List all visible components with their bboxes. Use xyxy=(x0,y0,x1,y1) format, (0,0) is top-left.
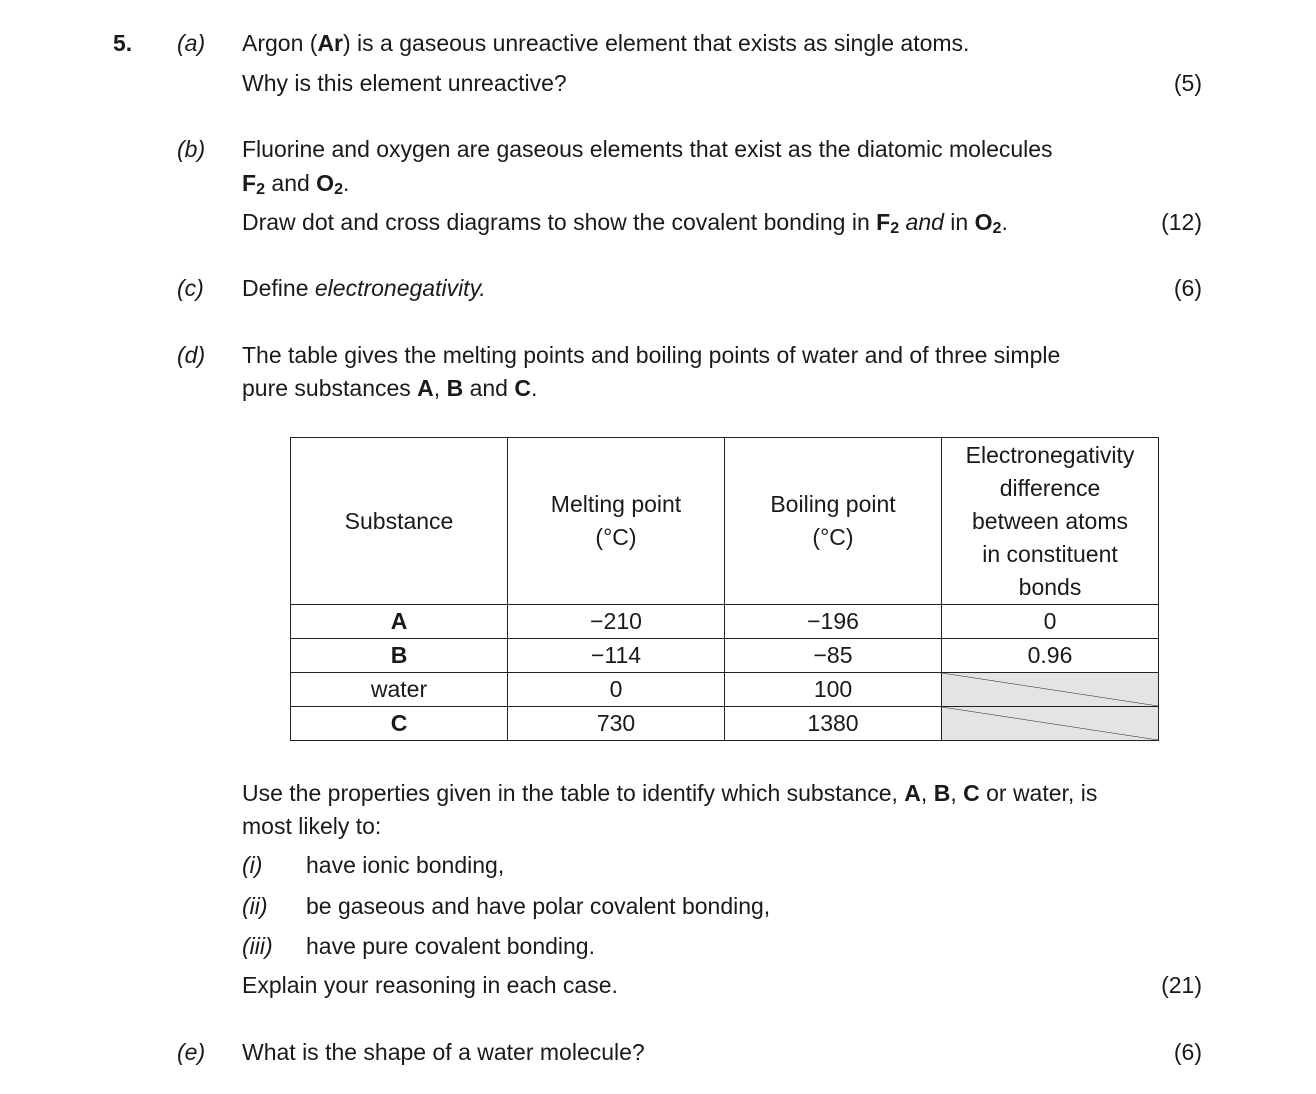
table-row xyxy=(291,707,1159,741)
part-c-marks: (6) xyxy=(1173,275,1202,301)
part-d-line1: The table gives the melting points and boiling points of water and of three simple xyxy=(242,342,1061,368)
part-c-text: Define electronegativity. xyxy=(242,275,486,301)
part-b-line2: $F_2$ and $O_2$. xyxy=(242,170,350,199)
part-c-label: (c) xyxy=(177,275,204,301)
diagonal-slash-line xyxy=(942,673,1158,706)
properties-table xyxy=(290,437,1159,741)
part-d-line2: pure substances A, B and C. xyxy=(242,375,538,401)
table-row xyxy=(291,639,1159,673)
cell-boiling-point: 1380 xyxy=(725,707,942,741)
part-b-line1: Fluorine and oxygen are gaseous elements that exist as the diatomic molecules xyxy=(242,136,1053,162)
cell-electronegativity: 0.96 xyxy=(942,639,1159,673)
header-substance: Substance xyxy=(291,438,508,605)
cell-substance: C xyxy=(291,707,508,741)
header-electronegativity: Electronegativity difference between atoms in constituent bonds xyxy=(942,438,1159,605)
part-a-label: (a) xyxy=(177,30,206,56)
item-iii-number: (iii) xyxy=(242,933,273,959)
part-d-label: (d) xyxy=(177,342,206,368)
part-b-marks: (12) xyxy=(1161,209,1202,235)
question-number: 5. xyxy=(113,30,133,56)
cell-melting-point: −114 xyxy=(508,639,725,673)
cell-boiling-point: 100 xyxy=(725,673,942,707)
cell-substance: A xyxy=(291,605,508,639)
cell-boiling-point: −196 xyxy=(725,605,942,639)
item-iii-text: have pure covalent bonding. xyxy=(306,933,595,959)
item-i-number: (i) xyxy=(242,852,263,878)
table-header-row xyxy=(291,438,1159,605)
item-ii-number: (ii) xyxy=(242,893,268,919)
part-d-after2: most likely to: xyxy=(242,813,382,839)
part-d-after1: Use the properties given in the table to identify which substance, A, B, C or water, is xyxy=(242,780,1098,806)
cell-melting-point: −210 xyxy=(508,605,725,639)
table-row xyxy=(291,605,1159,639)
part-a-marks: (5) xyxy=(1173,70,1202,96)
table-row xyxy=(291,673,1159,707)
item-ii-text: be gaseous and have polar covalent bonding, xyxy=(306,893,771,919)
item-i-text: have ionic bonding, xyxy=(306,852,505,878)
part-e-marks: (6) xyxy=(1173,1039,1202,1065)
part-d-marks: (21) xyxy=(1161,972,1202,998)
part-b-line3: Draw dot and cross diagrams to show the covalent bonding in $F_2$ and in $O_2$. xyxy=(242,209,1008,238)
cell-electronegativity: 0 xyxy=(942,605,1159,639)
cell-crossed-out xyxy=(942,707,1159,741)
part-e-label: (e) xyxy=(177,1039,206,1065)
cell-melting-point: 730 xyxy=(508,707,725,741)
header-melting-point: Melting point (°C) xyxy=(508,438,725,605)
header-boiling-point: Boiling point (°C) xyxy=(725,438,942,605)
part-b-label: (b) xyxy=(177,136,206,162)
part-d-closing: Explain your reasoning in each case. xyxy=(242,972,618,998)
cell-substance: B xyxy=(291,639,508,673)
cell-crossed-out xyxy=(942,673,1159,707)
diagonal-slash-line xyxy=(942,707,1158,740)
cell-substance: water xyxy=(291,673,508,707)
cell-boiling-point: −85 xyxy=(725,639,942,673)
part-a-line1: Argon (Ar) is a gaseous unreactive element that exists as single atoms. xyxy=(242,30,970,56)
part-e-text: What is the shape of a water molecule? xyxy=(242,1039,645,1065)
cell-melting-point: 0 xyxy=(508,673,725,707)
part-a-line2: Why is this element unreactive? xyxy=(242,70,567,96)
